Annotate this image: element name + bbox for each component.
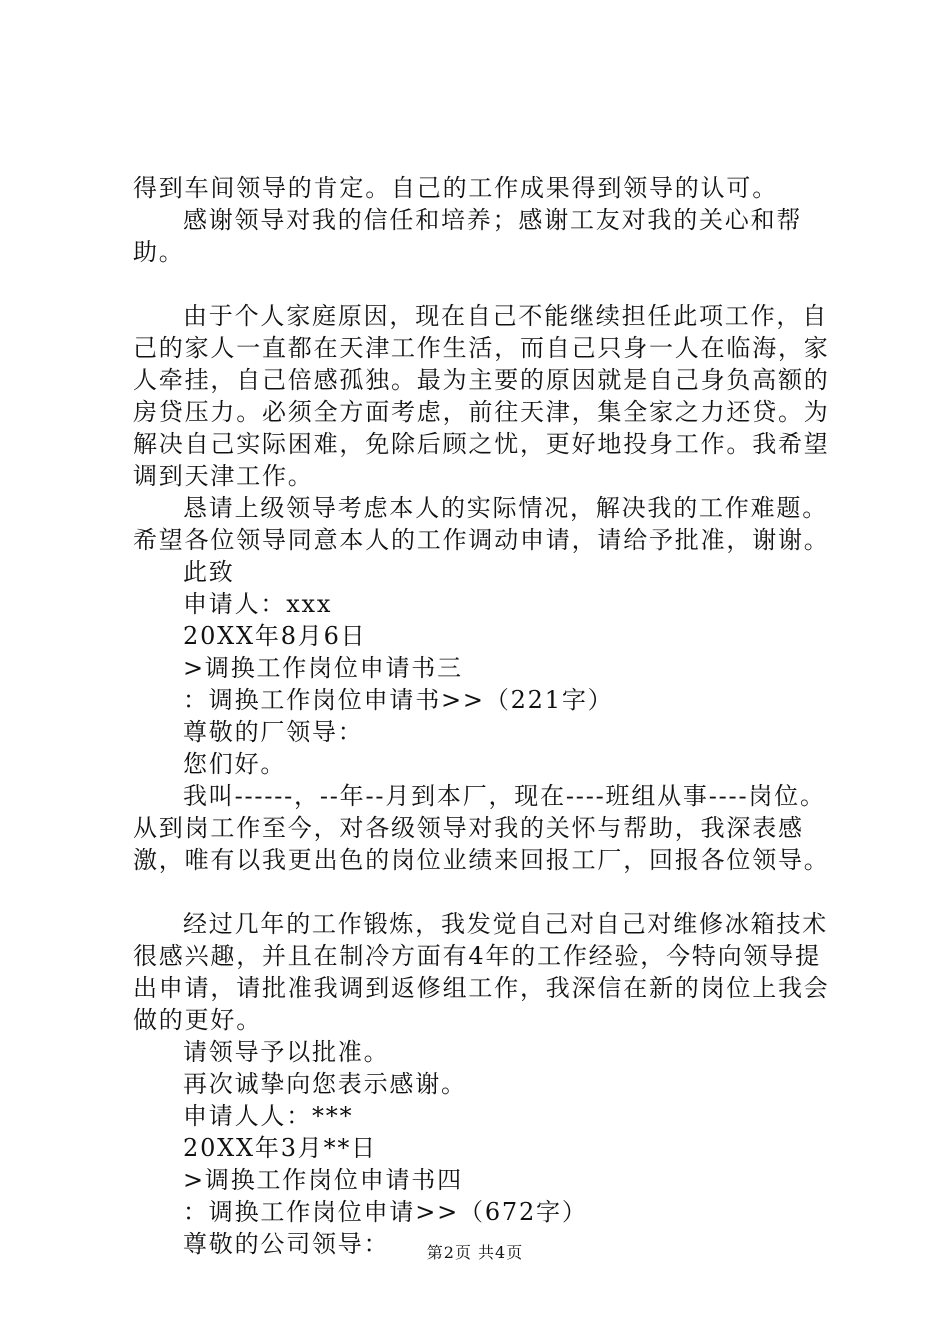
section-subheading: ：调换工作岗位申请>>（672字）: [183, 1198, 588, 1226]
closing-line: 此致: [183, 558, 235, 586]
paragraph-gap: [133, 876, 838, 908]
paragraph-gap: [133, 268, 838, 300]
section-heading: >调换工作岗位申请书三: [183, 654, 463, 682]
greeting: 您们好。: [183, 750, 287, 778]
date-line: 20XX年3月**日: [183, 1134, 377, 1162]
paragraph: 恳请上级领导考虑本人的实际情况，解决我的工作难题。希望各位领导同意本人的工作调动申请，请给予批准，谢谢。: [133, 494, 830, 554]
paragraph: 我叫------，--年--月到本厂，现在----班组从事----岗位。从到岗工作至今，对各级领导对我的关怀与帮助，我深表感激，唯有以我更出色的岗位业绩来回报工厂，回报各位领导。: [133, 782, 830, 874]
page-footer: 第2页 共4页: [426, 1243, 524, 1262]
section-heading: >调换工作岗位申请书四: [183, 1166, 463, 1194]
paragraph: 由于个人家庭原因，现在自己不能继续担任此项工作，自己的家人一直都在天津工作生活，而自己只身一人在临海，家人牵挂，自己倍感孤独。最为主要的原因就是自己身负高额的房贷压力。必须全方面考虑，前往天津，集全家之力还贷。为解决自己实际困难，免除后顾之忧，更好地投身工作。我希望调到天津工作。: [133, 302, 830, 490]
date-line: 20XX年8月6日: [183, 622, 367, 650]
section-subheading: ：调换工作岗位申请书>>（221字）: [183, 686, 614, 714]
paragraph: 再次诚挚向您表示感谢。: [183, 1070, 467, 1098]
applicant-line: 申请人：xxx: [183, 590, 333, 618]
paragraph: 请领导予以批准。: [183, 1038, 390, 1066]
applicant-line: 申请人人：***: [183, 1102, 354, 1130]
paragraph: 得到车间领导的肯定。自己的工作成果得到领导的认可。: [133, 174, 778, 202]
paragraph: 感谢领导对我的信任和培养；感谢工友对我的关心和帮助。: [133, 206, 803, 266]
paragraph: 经过几年的工作锻炼，我发觉自己对自己对维修冰箱技术很感兴趣，并且在制冷方面有4年的工作经验，今特向领导提出申请，请批准我调到返修组工作，我深信在新的岗位上我会做的更好。: [133, 910, 830, 1034]
salutation: 尊敬的公司领导：: [183, 1230, 390, 1258]
document-body: [133, 172, 838, 1260]
salutation: 尊敬的厂领导：: [183, 718, 364, 746]
